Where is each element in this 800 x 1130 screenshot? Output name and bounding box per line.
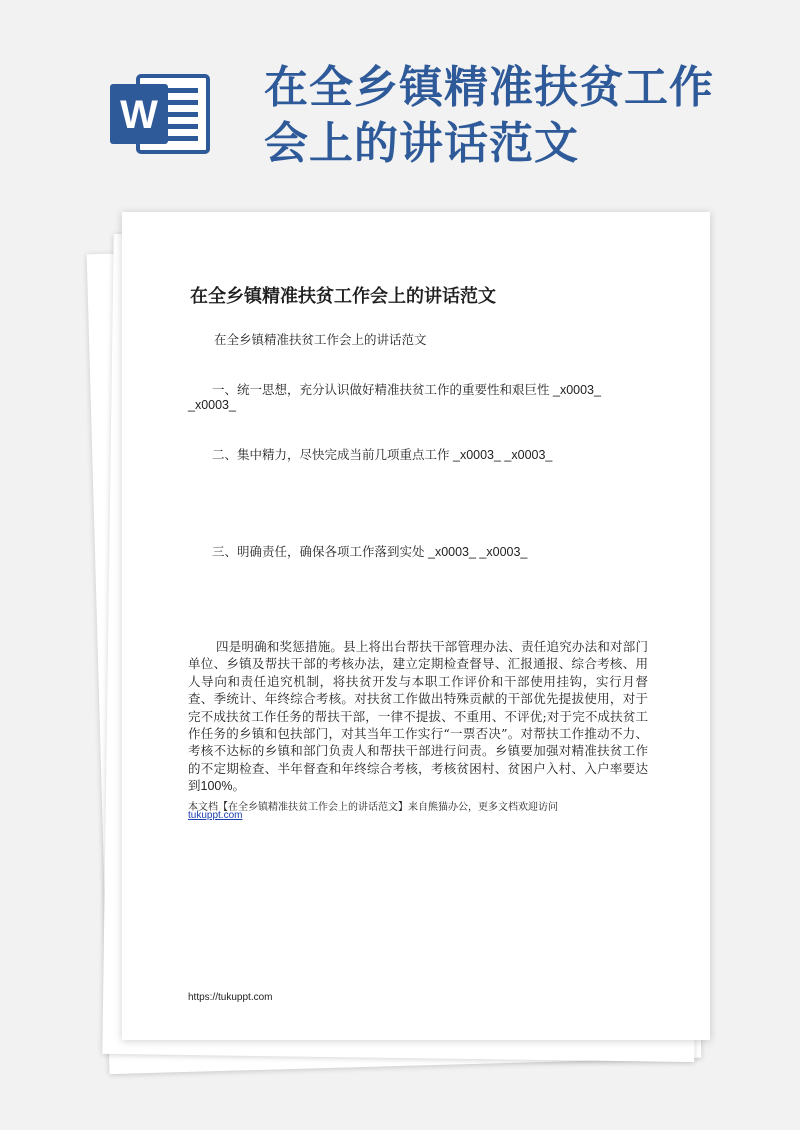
section-4-percent: 100%	[200, 779, 233, 794]
section-1-heading	[212, 380, 601, 398]
section-3-code: _x0003_ _x0003_	[424, 545, 528, 559]
document-title: 在全乡镇精准扶贫工作会上的讲话范文	[190, 286, 496, 307]
section-4-paragraph	[188, 638, 648, 796]
page-title-line1: 在全乡镇精准扶贫工作	[264, 62, 714, 113]
section-3-heading	[212, 542, 527, 560]
section-2-text: 二、集中精力，尽快完成当前几项重点工作	[212, 447, 450, 462]
page-title	[264, 60, 764, 172]
section-4-end: 。	[232, 778, 246, 794]
section-3-text: 三、明确责任，确保各项工作落到实处	[212, 544, 425, 559]
section-2-heading	[212, 445, 552, 463]
section-1-code-continued: _x0003_	[188, 398, 236, 412]
document-page	[122, 212, 710, 1040]
section-4-text: 四是明确和奖惩措施。县上将出台帮扶干部管理办法、责任追究办法和对部门单位、乡镇及帮扶干部的考核办法，建立定期检查督导、汇报通报、综合考核、用人导向和责任追究机制，将扶贫开发与本职工作评价和干部使用挂钩，实行月督查、季统计、年终综合考核。对扶贫工作做出特殊贡献的干部优先提拔使用，对于完不成扶贫工作任务的帮扶干部，一律不提拔、不重用、不评优;对于完不成扶贫工作任务的乡镇和包扶部门，对其当年工作实行“一票否决”。对帮扶工作推动不力、考核不达标的乡镇和部门负责人和帮扶干部进行问责。乡镇要加强对精准扶贫工作的不定期检查、半年督查和年终综合考核，考核贫困村、贫困户入村、入户率要达到	[188, 639, 648, 794]
page-title-line2: 会上的讲话范文	[264, 118, 579, 169]
section-1-text: 一、统一思想，充分认识做好精准扶贫工作的重要性和艰巨性	[212, 382, 550, 397]
document-subtitle: 在全乡镇精准扶贫工作会上的讲话范文	[214, 332, 427, 347]
section-1-code: _x0003_	[549, 383, 601, 397]
section-2-code: _x0003_ _x0003_	[449, 448, 553, 462]
word-logo-icon	[108, 72, 212, 156]
footer-source-link[interactable]: tukuppt.com	[188, 810, 243, 821]
footer-source-note: 本文档【在全乡镇精准扶贫工作会上的讲话范文】来自熊猫办公，更多文档欢迎访问	[188, 802, 558, 813]
footer-url: https://tukuppt.com	[188, 992, 273, 1003]
word-logo-letter: W	[120, 93, 158, 137]
